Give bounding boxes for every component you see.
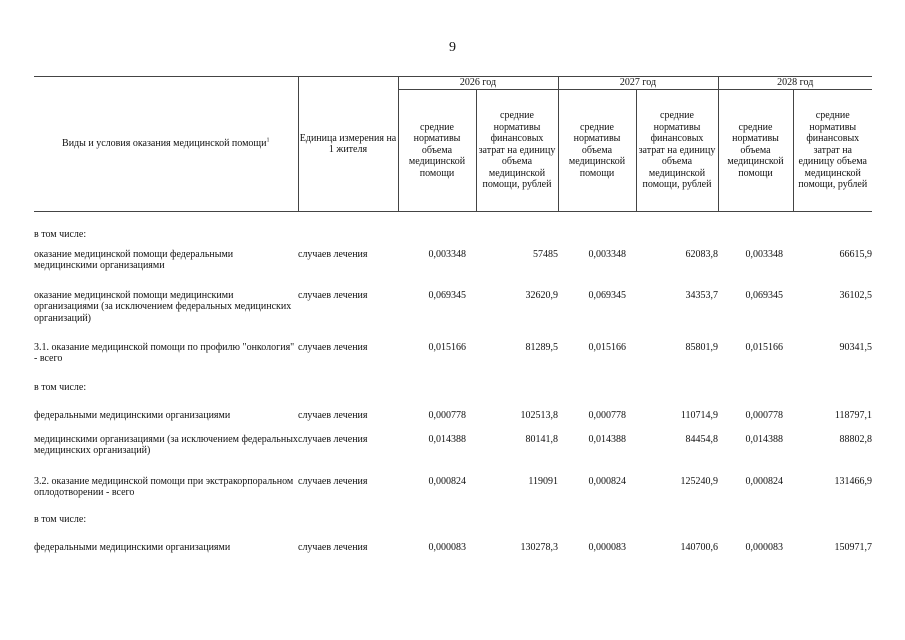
volume-2027: 0,000824 <box>588 475 626 487</box>
cost-2026 <box>476 382 558 410</box>
row-name: 3.2. оказание медицинской помощи при экстракорпоральном оплодотворении - всего <box>34 475 294 498</box>
row-unit: случаев лечения <box>298 433 368 445</box>
row-unit: случаев лечения <box>298 409 368 421</box>
volume-2026 <box>398 212 476 249</box>
volume-2027: 0,015166 <box>588 341 626 353</box>
volume-2027: 0,014388 <box>588 433 626 445</box>
volume-2028: 0,069345 <box>745 289 783 301</box>
row-unit: случаев лечения <box>298 341 368 353</box>
cost-2026: 102513,8 <box>520 409 558 421</box>
cost-2028: 150971,7 <box>834 541 872 553</box>
volume-2028 <box>718 382 793 410</box>
volume-2026: 0,000824 <box>428 475 466 487</box>
volume-2026: 0,015166 <box>428 341 466 353</box>
year-header-2028: 2028 год <box>718 77 872 90</box>
row-unit: случаев лечения <box>298 289 368 301</box>
cost-2026: 57485 <box>533 248 558 260</box>
table-row <box>34 410 872 434</box>
table-row <box>34 290 872 342</box>
cost-2026: 81289,5 <box>525 341 558 353</box>
cost-2028: 66615,9 <box>839 248 872 260</box>
cost-2028: 90341,5 <box>839 341 872 353</box>
cost-2027 <box>636 212 718 249</box>
volume-2027: 0,069345 <box>588 289 626 301</box>
volume-2028 <box>718 212 793 249</box>
volume-2027 <box>558 514 636 542</box>
cost-2026 <box>476 514 558 542</box>
cost-2028: 131466,9 <box>834 475 872 487</box>
volume-header-2026: средние нормативы объема медицинской помощи <box>398 90 476 212</box>
row-unit <box>298 382 398 410</box>
cost-2027: 34353,7 <box>685 289 718 301</box>
cost-2028 <box>793 382 872 410</box>
row-unit <box>298 514 398 542</box>
cost-2027: 85801,9 <box>685 341 718 353</box>
column-header-type: Виды и условия оказания медицинской помощи$^1$ <box>34 77 298 212</box>
cost-2028 <box>793 212 872 249</box>
cost-2028 <box>793 514 872 542</box>
cost-2027: 84454,8 <box>685 433 718 445</box>
cost-2027: 62083,8 <box>685 248 718 260</box>
row-unit: случаев лечения <box>298 541 368 553</box>
volume-2028: 0,000824 <box>745 475 783 487</box>
table-row <box>34 542 872 562</box>
volume-2026: 0,003348 <box>428 248 466 260</box>
volume-2028: 0,015166 <box>745 341 783 353</box>
volume-2028: 0,000083 <box>745 541 783 553</box>
volume-2026 <box>398 382 476 410</box>
cost-header-2028: средние нормативы финансовых затрат на единицу объема медицинской помощи, рублей <box>793 90 872 212</box>
cost-2026 <box>476 212 558 249</box>
volume-header-2027: средние нормативы объема медицинской помощи <box>558 90 636 212</box>
volume-2027: 0,000778 <box>588 409 626 421</box>
volume-2027: 0,000083 <box>588 541 626 553</box>
row-name: 3.1. оказание медицинской помощи по профилю "онкология" - всего <box>34 341 295 364</box>
table-row <box>34 434 872 476</box>
row-name: в том числе: <box>34 381 87 393</box>
cost-2026: 80141,8 <box>525 433 558 445</box>
cost-2026: 130278,3 <box>520 541 558 553</box>
row-name: в том числе: <box>34 229 87 240</box>
volume-2026: 0,000778 <box>428 409 466 421</box>
volume-2028: 0,003348 <box>745 248 783 260</box>
volume-2027: 0,003348 <box>588 248 626 260</box>
volume-2026: 0,069345 <box>428 289 466 301</box>
row-unit: случаев лечения <box>298 475 368 487</box>
cost-2027 <box>636 514 718 542</box>
page-number: 9 <box>449 40 456 55</box>
table-row <box>34 476 872 514</box>
volume-2026: 0,014388 <box>428 433 466 445</box>
year-header-2026: 2026 год <box>398 77 558 90</box>
volume-2027 <box>558 382 636 410</box>
cost-2026: 32620,9 <box>525 289 558 301</box>
cost-2027: 110714,9 <box>680 409 718 421</box>
volume-header-2028: средние нормативы объема медицинской помощи <box>718 90 793 212</box>
row-name: медицинскими организациями (за исключением федеральных медицинских организаций) <box>34 433 298 456</box>
cost-header-2027: средние нормативы финансовых затрат на единицу объема медицинской помощи, рублей <box>636 90 718 212</box>
cost-2028: 118797,1 <box>834 409 872 421</box>
table-row <box>34 342 872 382</box>
volume-2026 <box>398 514 476 542</box>
year-header-2027: 2027 год <box>558 77 718 90</box>
table-row <box>34 382 872 410</box>
row-name: федеральными медицинскими организациями <box>34 541 231 553</box>
volume-2028 <box>718 514 793 542</box>
cost-2027 <box>636 382 718 410</box>
row-name: оказание медицинской помощи медицинскими организациями (за исключением федеральных медицинских организаций) <box>34 289 292 324</box>
cost-2026: 119091 <box>528 475 558 487</box>
cost-2028: 88802,8 <box>839 433 872 445</box>
volume-2027 <box>558 212 636 249</box>
cost-2027: 140700,6 <box>680 541 718 553</box>
cost-2028: 36102,5 <box>839 289 872 301</box>
row-unit: случаев лечения <box>298 248 368 260</box>
row-name: федеральными медицинскими организациями <box>34 409 231 421</box>
column-header-unit: Единица измерения на 1 жителя <box>298 77 398 212</box>
table-row <box>34 249 872 290</box>
volume-2028: 0,014388 <box>745 433 783 445</box>
norms-table <box>34 76 872 562</box>
row-name: оказание медицинской помощи федеральными медицинскими организациями <box>34 248 234 271</box>
table-row <box>34 212 872 249</box>
volume-2026: 0,000083 <box>428 541 466 553</box>
volume-2028: 0,000778 <box>745 409 783 421</box>
cost-2027: 125240,9 <box>680 475 718 487</box>
row-unit <box>298 212 398 249</box>
cost-header-2026: средние нормативы финансовых затрат на единицу объема медицинской помощи, рублей <box>476 90 558 212</box>
row-name: в том числе: <box>34 513 87 525</box>
table-row <box>34 514 872 542</box>
